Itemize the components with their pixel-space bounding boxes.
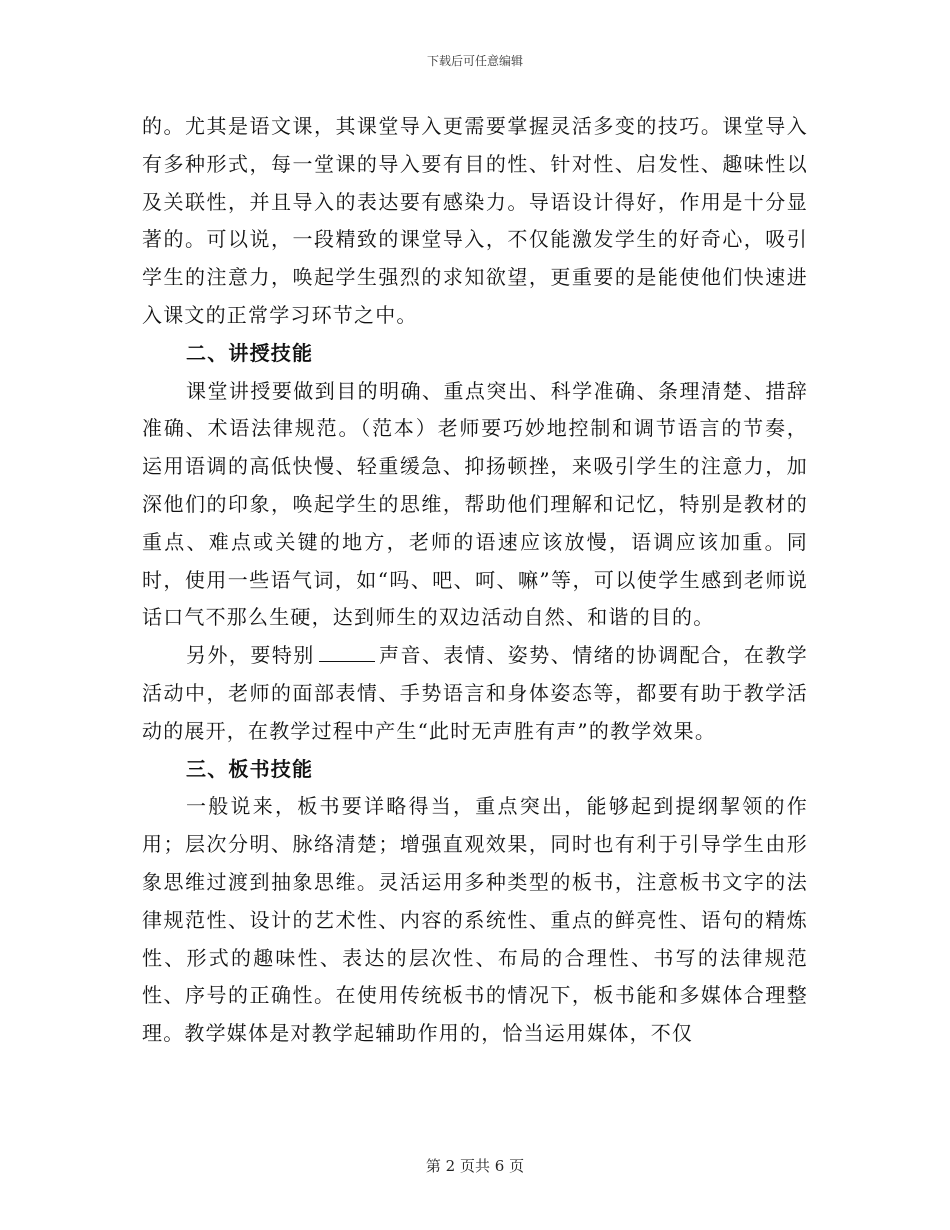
- paragraph-coordination-rest: 声音、表情、姿势、情绪的协调配合，在教学活动中，老师的面部表情、手势语言和身体姿态等，都要有助于教学活动的展开，在教学过程中产生“此时无声胜有声”的教学效果。: [142, 643, 809, 743]
- section-heading-lecturing-skill: 二、讲授技能: [186, 340, 314, 365]
- fill-in-blank: [319, 643, 375, 662]
- paragraph-blackboard: 一般说来，板书要详略得当，重点突出，能够起到提纲挈领的作用；层次分明、脉络清楚；增强直观效果，同时也有利于引导学生由形象思维过渡到抽象思维。灵活运用多种类型的板书，注意板书文字的法律规范性、设计的艺术性、内容的系统性、重点的鲜亮性、语句的精炼性、形式的趣味性、表达的层次性、布局的合理性、书写的法律规范性、序号的正确性。在使用传统板书的情况下，板书能和多媒体合理整理。教学媒体是对教学起辅助作用的，恰当运用媒体，不仅: [142, 794, 808, 1046]
- page-footer: 第 2 页共 6 页: [425, 1157, 525, 1175]
- paragraph-coordination: [142, 637, 808, 750]
- paragraph-coordination-start: 另外，要特别: [186, 643, 315, 668]
- page-header: 下载后可任意编辑: [426, 54, 523, 68]
- paragraph-lecturing: 课堂讲授要做到目的明确、重点突出、科学准确、条理清楚、措辞准确、术语法律规范。（范本）老师要巧妙地控制和调节语言的节奏，运用语调的高低快慢、轻重缓急、抑扬顿挫，来吸引学生的注意力，加深他们的印象，唤起学生的思维，帮助他们理解和记忆，特别是教材的重点、难点或关键的地方，老师的语速应该放慢，语调应该加重。同时，使用一些语气词，如“吗、吧、呵、嘛”等，可以使学生感到老师说话口气不那么生硬，达到师生的双边活动自然、和谐的目的。: [142, 378, 808, 630]
- section-heading-blackboard-skill: 三、板书技能: [186, 756, 314, 781]
- paragraph-intro-continued: 的。尤其是语文课，其课堂导入更需要掌握灵活多变的技巧。课堂导入有多种形式，每一堂课的导入要有目的性、针对性、启发性、趣味性以及关联性，并且导入的表达要有感染力。导语设计得好，作用是十分显著的。可以说，一段精致的课堂导入，不仅能激发学生的好奇心，吸引学生的注意力，唤起学生强烈的求知欲望，更重要的是能使他们快速进入课文的正常学习环节之中。: [142, 114, 808, 327]
- document-body: [142, 108, 808, 1053]
